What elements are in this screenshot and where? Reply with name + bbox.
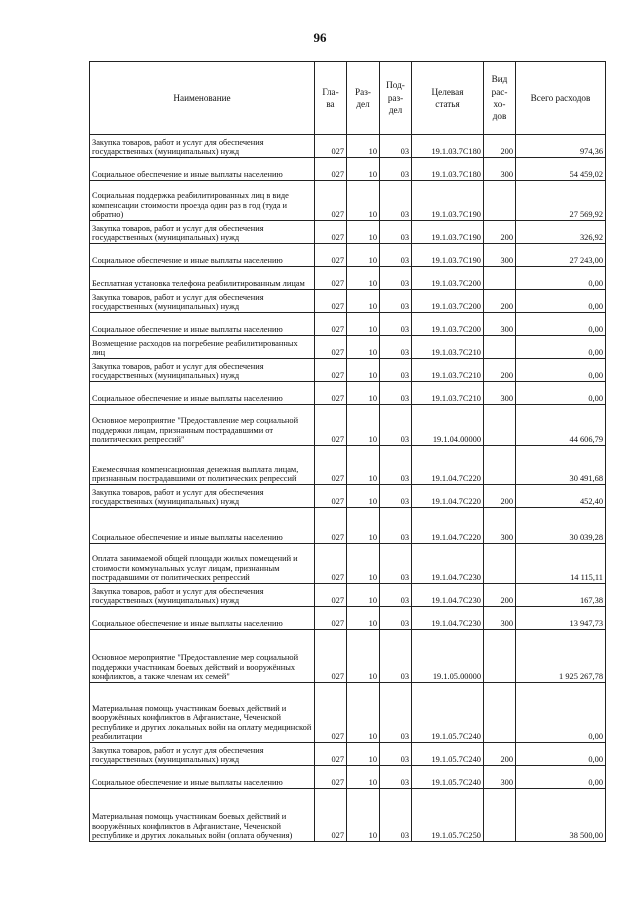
- row-target-article: 19.1.04.00000: [412, 405, 484, 446]
- row-subsection: 03: [380, 405, 412, 446]
- header-target-article-text: Целевая статья: [431, 86, 464, 109]
- row-chapter: 027: [315, 789, 347, 842]
- row-name: Закупка товаров, работ и услуг для обеспечения государственных (муниципальных) нужд: [90, 485, 315, 508]
- row-chapter: 027: [315, 359, 347, 382]
- row-subsection: 03: [380, 221, 412, 244]
- table-row: [90, 181, 606, 221]
- table-row: [90, 158, 606, 181]
- row-subsection: 03: [380, 135, 412, 158]
- row-expense-type: 200: [484, 485, 516, 508]
- row-total: 0,00: [516, 290, 606, 313]
- row-total: 0,00: [516, 766, 606, 789]
- row-expense-type: [484, 789, 516, 842]
- row-name: Социальное обеспечение и иные выплаты населению: [90, 382, 315, 405]
- row-section: 10: [347, 405, 380, 446]
- row-expense-type: 200: [484, 584, 516, 607]
- row-total: 0,00: [516, 382, 606, 405]
- row-section: 10: [347, 158, 380, 181]
- table-row: [90, 446, 606, 485]
- row-section: 10: [347, 584, 380, 607]
- row-total: 0,00: [516, 743, 606, 766]
- header-chapter-text: Гла- ва: [322, 86, 339, 109]
- row-subsection: 03: [380, 485, 412, 508]
- table-row: [90, 544, 606, 584]
- row-name: Бесплатная установка телефона реабилитированным лицам: [90, 267, 315, 290]
- table-row: [90, 584, 606, 607]
- row-section: 10: [347, 181, 380, 221]
- row-target-article: 19.1.03.7С200: [412, 313, 484, 336]
- header-expense-type-text: Вид рас- хо- дов: [491, 74, 508, 122]
- table-row: [90, 267, 606, 290]
- row-section: 10: [347, 544, 380, 584]
- row-total: 0,00: [516, 683, 606, 743]
- row-chapter: 027: [315, 766, 347, 789]
- row-name: Социальное обеспечение и иные выплаты населению: [90, 508, 315, 544]
- row-chapter: 027: [315, 446, 347, 485]
- row-section: 10: [347, 446, 380, 485]
- header-target-article: [412, 62, 484, 135]
- row-total: 0,00: [516, 336, 606, 359]
- row-expense-type: 300: [484, 382, 516, 405]
- row-expense-type: 300: [484, 508, 516, 544]
- row-section: 10: [347, 485, 380, 508]
- table-row: [90, 789, 606, 842]
- row-chapter: 027: [315, 336, 347, 359]
- row-target-article: 19.1.03.7С200: [412, 267, 484, 290]
- row-subsection: 03: [380, 584, 412, 607]
- row-chapter: 027: [315, 743, 347, 766]
- row-section: 10: [347, 313, 380, 336]
- row-total: 44 606,79: [516, 405, 606, 446]
- row-name: Основное мероприятие "Предоставление мер социальной поддержки участникам боевых действий и вооружённых конфликтов, а также членам их семей": [90, 630, 315, 683]
- header-total: Всего расходов: [516, 62, 606, 135]
- row-subsection: 03: [380, 158, 412, 181]
- table-row: [90, 135, 606, 158]
- row-expense-type: 300: [484, 607, 516, 630]
- row-chapter: 027: [315, 158, 347, 181]
- row-expense-type: [484, 181, 516, 221]
- row-expense-type: [484, 267, 516, 290]
- row-subsection: 03: [380, 244, 412, 267]
- row-target-article: 19.1.03.7С190: [412, 181, 484, 221]
- row-chapter: 027: [315, 135, 347, 158]
- row-name: Социальное обеспечение и иные выплаты населению: [90, 244, 315, 267]
- row-target-article: 19.1.03.7С210: [412, 336, 484, 359]
- row-target-article: 19.1.03.7С210: [412, 382, 484, 405]
- row-section: 10: [347, 789, 380, 842]
- row-total: 0,00: [516, 313, 606, 336]
- header-section-text: Раз- дел: [355, 86, 371, 109]
- row-chapter: 027: [315, 485, 347, 508]
- row-expense-type: [484, 683, 516, 743]
- row-total: 0,00: [516, 267, 606, 290]
- row-expense-type: 200: [484, 359, 516, 382]
- row-section: 10: [347, 290, 380, 313]
- row-target-article: 19.1.04.7С220: [412, 446, 484, 485]
- row-subsection: 03: [380, 683, 412, 743]
- row-section: 10: [347, 382, 380, 405]
- row-section: 10: [347, 630, 380, 683]
- row-total: 452,40: [516, 485, 606, 508]
- row-subsection: 03: [380, 607, 412, 630]
- table-row: [90, 336, 606, 359]
- header-subsection: [380, 62, 412, 135]
- row-section: 10: [347, 135, 380, 158]
- row-section: 10: [347, 683, 380, 743]
- row-expense-type: [484, 446, 516, 485]
- row-name: Ежемесячная компенсационная денежная выплата лицам, признанным пострадавшими от политических репрессий: [90, 446, 315, 485]
- row-total: 27 569,92: [516, 181, 606, 221]
- row-total: 13 947,73: [516, 607, 606, 630]
- row-total: 974,36: [516, 135, 606, 158]
- row-total: 14 115,11: [516, 544, 606, 584]
- row-expense-type: [484, 336, 516, 359]
- row-expense-type: 200: [484, 135, 516, 158]
- row-chapter: 027: [315, 607, 347, 630]
- row-target-article: 19.1.03.7С180: [412, 158, 484, 181]
- table-row: [90, 683, 606, 743]
- row-chapter: 027: [315, 683, 347, 743]
- row-chapter: 027: [315, 382, 347, 405]
- row-total: 30 039,28: [516, 508, 606, 544]
- page-number: 96: [313, 30, 327, 45]
- table-row: [90, 766, 606, 789]
- row-target-article: 19.1.04.7С230: [412, 607, 484, 630]
- row-total: 27 243,00: [516, 244, 606, 267]
- row-name: Основное мероприятие "Предоставление мер социальной поддержки лицам, признанным пострадавшими от политических репрессий": [90, 405, 315, 446]
- row-target-article: 19.1.04.7С220: [412, 485, 484, 508]
- row-name: Закупка товаров, работ и услуг для обеспечения государственных (муниципальных) нужд: [90, 290, 315, 313]
- row-total: 167,38: [516, 584, 606, 607]
- row-name: Оплата занимаемой общей площади жилых помещений и стоимости коммунальных услуг лицам, признанным пострадавшими от политических репрессий: [90, 544, 315, 584]
- row-section: 10: [347, 766, 380, 789]
- row-section: 10: [347, 267, 380, 290]
- row-name: Материальная помощь участникам боевых действий и вооружённых конфликтов в Афганистане, Чеченской республике и других локальных войн на оплату медицинской реабилитации: [90, 683, 315, 743]
- row-expense-type: 300: [484, 313, 516, 336]
- row-subsection: 03: [380, 743, 412, 766]
- row-name: Закупка товаров, работ и услуг для обеспечения государственных (муниципальных) нужд: [90, 221, 315, 244]
- table-row: [90, 382, 606, 405]
- row-total: 1 925 267,78: [516, 630, 606, 683]
- row-chapter: 027: [315, 313, 347, 336]
- row-section: 10: [347, 336, 380, 359]
- table-row: [90, 244, 606, 267]
- row-subsection: 03: [380, 766, 412, 789]
- row-name: Социальное обеспечение и иные выплаты населению: [90, 158, 315, 181]
- row-section: 10: [347, 359, 380, 382]
- table-header-row: [90, 62, 606, 135]
- row-section: 10: [347, 607, 380, 630]
- row-chapter: 027: [315, 584, 347, 607]
- row-subsection: 03: [380, 267, 412, 290]
- row-section: 10: [347, 221, 380, 244]
- row-subsection: 03: [380, 544, 412, 584]
- header-expense-type: [484, 62, 516, 135]
- row-subsection: 03: [380, 382, 412, 405]
- row-section: 10: [347, 244, 380, 267]
- row-expense-type: [484, 544, 516, 584]
- row-target-article: 19.1.03.7С180: [412, 135, 484, 158]
- table-row: [90, 743, 606, 766]
- row-subsection: 03: [380, 313, 412, 336]
- row-expense-type: 300: [484, 158, 516, 181]
- row-expense-type: 300: [484, 766, 516, 789]
- table-row: [90, 221, 606, 244]
- row-chapter: 027: [315, 244, 347, 267]
- table-row: [90, 359, 606, 382]
- row-chapter: 027: [315, 181, 347, 221]
- row-expense-type: [484, 405, 516, 446]
- row-name: Возмещение расходов на погребение реабилитированных лиц: [90, 336, 315, 359]
- row-name: Социальная поддержка реабилитированных лиц в виде компенсации стоимости проезда один раз в год (туда и обратно): [90, 181, 315, 221]
- table-row: [90, 607, 606, 630]
- row-section: 10: [347, 743, 380, 766]
- row-target-article: 19.1.04.7С220: [412, 508, 484, 544]
- row-chapter: 027: [315, 221, 347, 244]
- row-section: 10: [347, 508, 380, 544]
- budget-table: [89, 61, 606, 842]
- row-chapter: 027: [315, 290, 347, 313]
- row-name: Закупка товаров, работ и услуг для обеспечения государственных (муниципальных) нужд: [90, 135, 315, 158]
- row-subsection: 03: [380, 359, 412, 382]
- header-name: Наименование: [90, 62, 315, 135]
- row-name: Закупка товаров, работ и услуг для обеспечения государственных (муниципальных) нужд: [90, 743, 315, 766]
- row-target-article: 19.1.05.00000: [412, 630, 484, 683]
- row-subsection: 03: [380, 336, 412, 359]
- row-name: Закупка товаров, работ и услуг для обеспечения государственных (муниципальных) нужд: [90, 584, 315, 607]
- table-row: [90, 405, 606, 446]
- row-name: Социальное обеспечение и иные выплаты населению: [90, 607, 315, 630]
- row-subsection: 03: [380, 446, 412, 485]
- row-expense-type: 200: [484, 743, 516, 766]
- row-target-article: 19.1.05.7С240: [412, 683, 484, 743]
- table-row: [90, 630, 606, 683]
- row-expense-type: 200: [484, 221, 516, 244]
- row-subsection: 03: [380, 181, 412, 221]
- row-expense-type: 200: [484, 290, 516, 313]
- row-subsection: 03: [380, 508, 412, 544]
- row-subsection: 03: [380, 789, 412, 842]
- row-expense-type: 300: [484, 244, 516, 267]
- row-target-article: 19.1.03.7С200: [412, 290, 484, 313]
- row-total: 38 500,00: [516, 789, 606, 842]
- row-expense-type: [484, 630, 516, 683]
- row-target-article: 19.1.05.7С250: [412, 789, 484, 842]
- row-target-article: 19.1.04.7С230: [412, 544, 484, 584]
- table-row: [90, 485, 606, 508]
- row-target-article: 19.1.05.7С240: [412, 743, 484, 766]
- table-row: [90, 508, 606, 544]
- row-name: Закупка товаров, работ и услуг для обеспечения государственных (муниципальных) нужд: [90, 359, 315, 382]
- row-total: 0,00: [516, 359, 606, 382]
- table-row: [90, 313, 606, 336]
- row-target-article: 19.1.03.7С210: [412, 359, 484, 382]
- table-body: [90, 135, 606, 842]
- row-chapter: 027: [315, 508, 347, 544]
- row-name: Социальное обеспечение и иные выплаты населению: [90, 313, 315, 336]
- header-subsection-text: Под- раз- дел: [386, 80, 405, 116]
- row-target-article: 19.1.03.7С190: [412, 221, 484, 244]
- row-chapter: 027: [315, 405, 347, 446]
- row-chapter: 027: [315, 267, 347, 290]
- header-section: [347, 62, 380, 135]
- header-chapter: [315, 62, 347, 135]
- row-name: Социальное обеспечение и иные выплаты населению: [90, 766, 315, 789]
- row-chapter: 027: [315, 630, 347, 683]
- row-subsection: 03: [380, 630, 412, 683]
- row-name: Материальная помощь участникам боевых действий и вооружённых конфликтов в Афганистане, Чеченской республике и других локальных войн (оплата обучения): [90, 789, 315, 842]
- row-chapter: 027: [315, 544, 347, 584]
- row-total: 54 459,02: [516, 158, 606, 181]
- row-total: 326,92: [516, 221, 606, 244]
- row-target-article: 19.1.05.7С240: [412, 766, 484, 789]
- row-total: 30 491,68: [516, 446, 606, 485]
- row-target-article: 19.1.03.7С190: [412, 244, 484, 267]
- row-target-article: 19.1.04.7С230: [412, 584, 484, 607]
- row-subsection: 03: [380, 290, 412, 313]
- table-row: [90, 290, 606, 313]
